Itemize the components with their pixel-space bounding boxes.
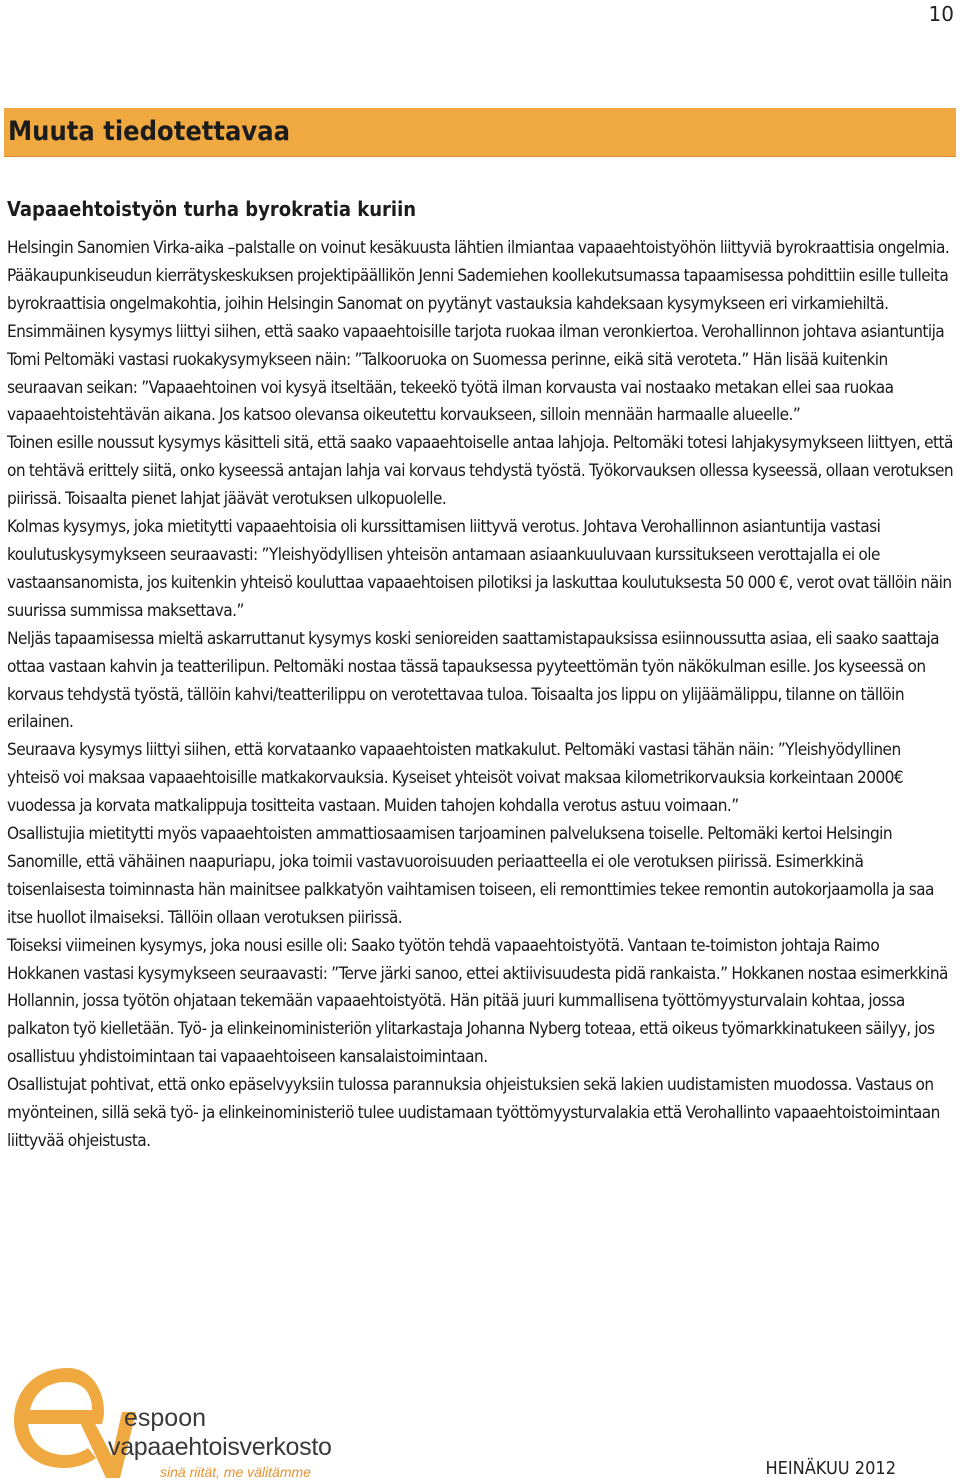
section-banner — [4, 108, 956, 157]
organization-logo — [8, 1360, 348, 1480]
article-paragraph: Ensimmäinen kysymys liittyi siihen, että saako vapaaehtoisille tarjota ruokaa ilman veronkiertoa. Verohallinnon johtava asiantuntija Tomi Peltomäki vastasi ruokakysymykseen näin: ”Talkooruoka on Suomessa perinne, eikä sitä veroteta.” Hän lisää kuitenkin seuraavan seikan: ”Vapaaehtoinen voi kysyä itseltään, tekeekö työtä ilman korvausta vai nostaako metakan ellei saa ruokaa vapaaehtoistehtävän aikana. Jos katsoo olevansa oikeutettu korvaukseen, silloin mennään harmaalle alueelle.” — [7, 321, 945, 426]
logo-slogan: sinä riität, me välitämme — [160, 1464, 311, 1480]
article-title: Vapaaehtoistyön turha byrokratia kuriin — [7, 197, 417, 221]
article-paragraph: Helsingin Sanomien Virka-aika –palstalle on voinut kesäkuusta lähtien ilmiantaa vapaaehtoistyöhön liittyviä byrokraattisia ongelmia. Pääkaupunkiseudun kierrätyskeskuksen projektipäällikön Jenni Sademiehen koollekutsumassa tapaamisessa pohdittiin esille tulleita byrokraattisia ongelmakohtia, joihin Helsingin Sanomat on pyytänyt vastauksia kahdeksaan kysymykseen eri virkamiehiltä. — [7, 238, 950, 314]
article-paragraph: Seuraava kysymys liittyi siihen, että korvataanko vapaaehtoisten matkakulut. Peltomäki vastasi tähän näin: ”Yleishyödyllinen yhteisö voi maksaa vapaaehtoisille matkakorvauksia. Kyseiset yhteisöt voivat maksaa kilometrikorvauksia korkeintaan 2000€ vuodessa ja korvata matkalippuja tositteita vastaan. Muiden tahojen kohdalla verotus astuu voimaan.” — [7, 740, 904, 817]
logo-text-vapaaehtoisverkosto: vapaaehtoisverkosto — [108, 1433, 332, 1461]
article-paragraph: Neljäs tapaamisessa mieltä askarruttanut kysymys koski senioreiden saattamistapauksissa esiinnoussutta asiaa, eli saako saattaja ottaa vastaan kahvin ja teatterilipun. Peltomäki nostaa tässä tapauksessa pyyteettömän työn näkökulman esille. Jos kyseessä on korvaus tehdystä työstä, tällöin kahvi/teatterilippu on verotettavaa tuloa. Toisaalta jos lippu on ylijäämälippu, tilanne on tällöin erilainen. — [7, 628, 940, 733]
article — [7, 197, 955, 1156]
article-paragraph: Osallistujia mietitytti myös vapaaehtoisten ammattiosaamisen tarjoaminen palveluksena toiselle. Peltomäki kertoi Helsingin Sanomille, että vähäinen naapuriapu, joka toimii vastavuoroisuuden periaatteella ei ole verotuksen piirissä. Esimerkkinä toisenlaisesta toiminnasta hän mainitsee palkkatyön vaihtamisen toiseen, eli remonttimies tekee remontin autokorjaamolla ja saa itse huollot ilmaiseksi. Tällöin ollaan verotuksen piirissä. — [7, 824, 934, 928]
footer-date: HEINÄKUU 2012 — [765, 1458, 896, 1479]
article-paragraph: Osallistujat pohtivat, että onko epäselvyyksiin tulossa parannuksia ohjeistuksien sekä lakien uudistamisten muodossa. Vastaus on myönteinen, sillä sekä työ- ja elinkeinoministeriö tulee uudistamaan työttömyysturvalakia että Verohallinto vapaaehtoistoimintaan liittyvää ohjeistusta. — [7, 1075, 940, 1151]
page-number: 10 — [928, 2, 954, 26]
section-title: Muuta tiedotettavaa — [8, 116, 291, 147]
logo-text-espoon: espoon — [124, 1404, 207, 1432]
ev-logo-mark-icon — [8, 1360, 138, 1480]
article-paragraph: Toinen esille noussut kysymys käsitteli sitä, että saako vapaaehtoiselle antaa lahjoja. Peltomäki totesi lahjakysymykseen liittyen, että on tehtävä erittely siitä, onko kyseessä antajan lahja vai korvaus tehdystä työstä. Työkorvauksen ollessa kyseessä, ollaan verotuksen piirissä. Toisaalta pienet lahjat jäävät verotuksen ulkopuolelle. — [7, 433, 954, 510]
article-paragraph: Kolmas kysymys, joka mietitytti vapaaehtoisia oli kurssittamisen liittyvä verotus. Johtava Verohallinnon asiantuntija vastasi koulutuskysymykseen seuraavasti: ”Yleishyödyllisen yhteisön antamaan asiaankuuluvaan kurssitukseen verottajalla ei ole vastaansanomista, jos kuitenkin yhteisö kouluttaa vapaaehtoisen pilotiksi ja laskuttaa koulutuksesta 50 000 €, verot ovat tällöin näin suurissa summissa maksettava.” — [7, 517, 952, 621]
article-paragraph: Toiseksi viimeinen kysymys, joka nousi esille oli: Saako työtön tehdä vapaaehtoistyötä. Vantaan te-toimiston johtaja Raimo Hokkanen vastasi kysymykseen seuraavasti: ”Terve järki sanoo, ettei aktiivisuudesta pidä rankaista.” Hokkanen nostaa esimerkkinä Hollannin, jossa työtön ohjataan tekemään vapaaehtoistyötä. Hän pitää juuri kummallisena työttömyysturvalain kohtaa, jossa palkaton työ kielletään. Työ- ja elinkeinoministeriön ylitarkastaja Johanna Nyberg toteaa, että oikeus työmarkkinatukeen säilyy, jos osallistuu yhdistoimintaan tai vapaaehtoiseen kansalaistoimintaan. — [7, 935, 948, 1068]
